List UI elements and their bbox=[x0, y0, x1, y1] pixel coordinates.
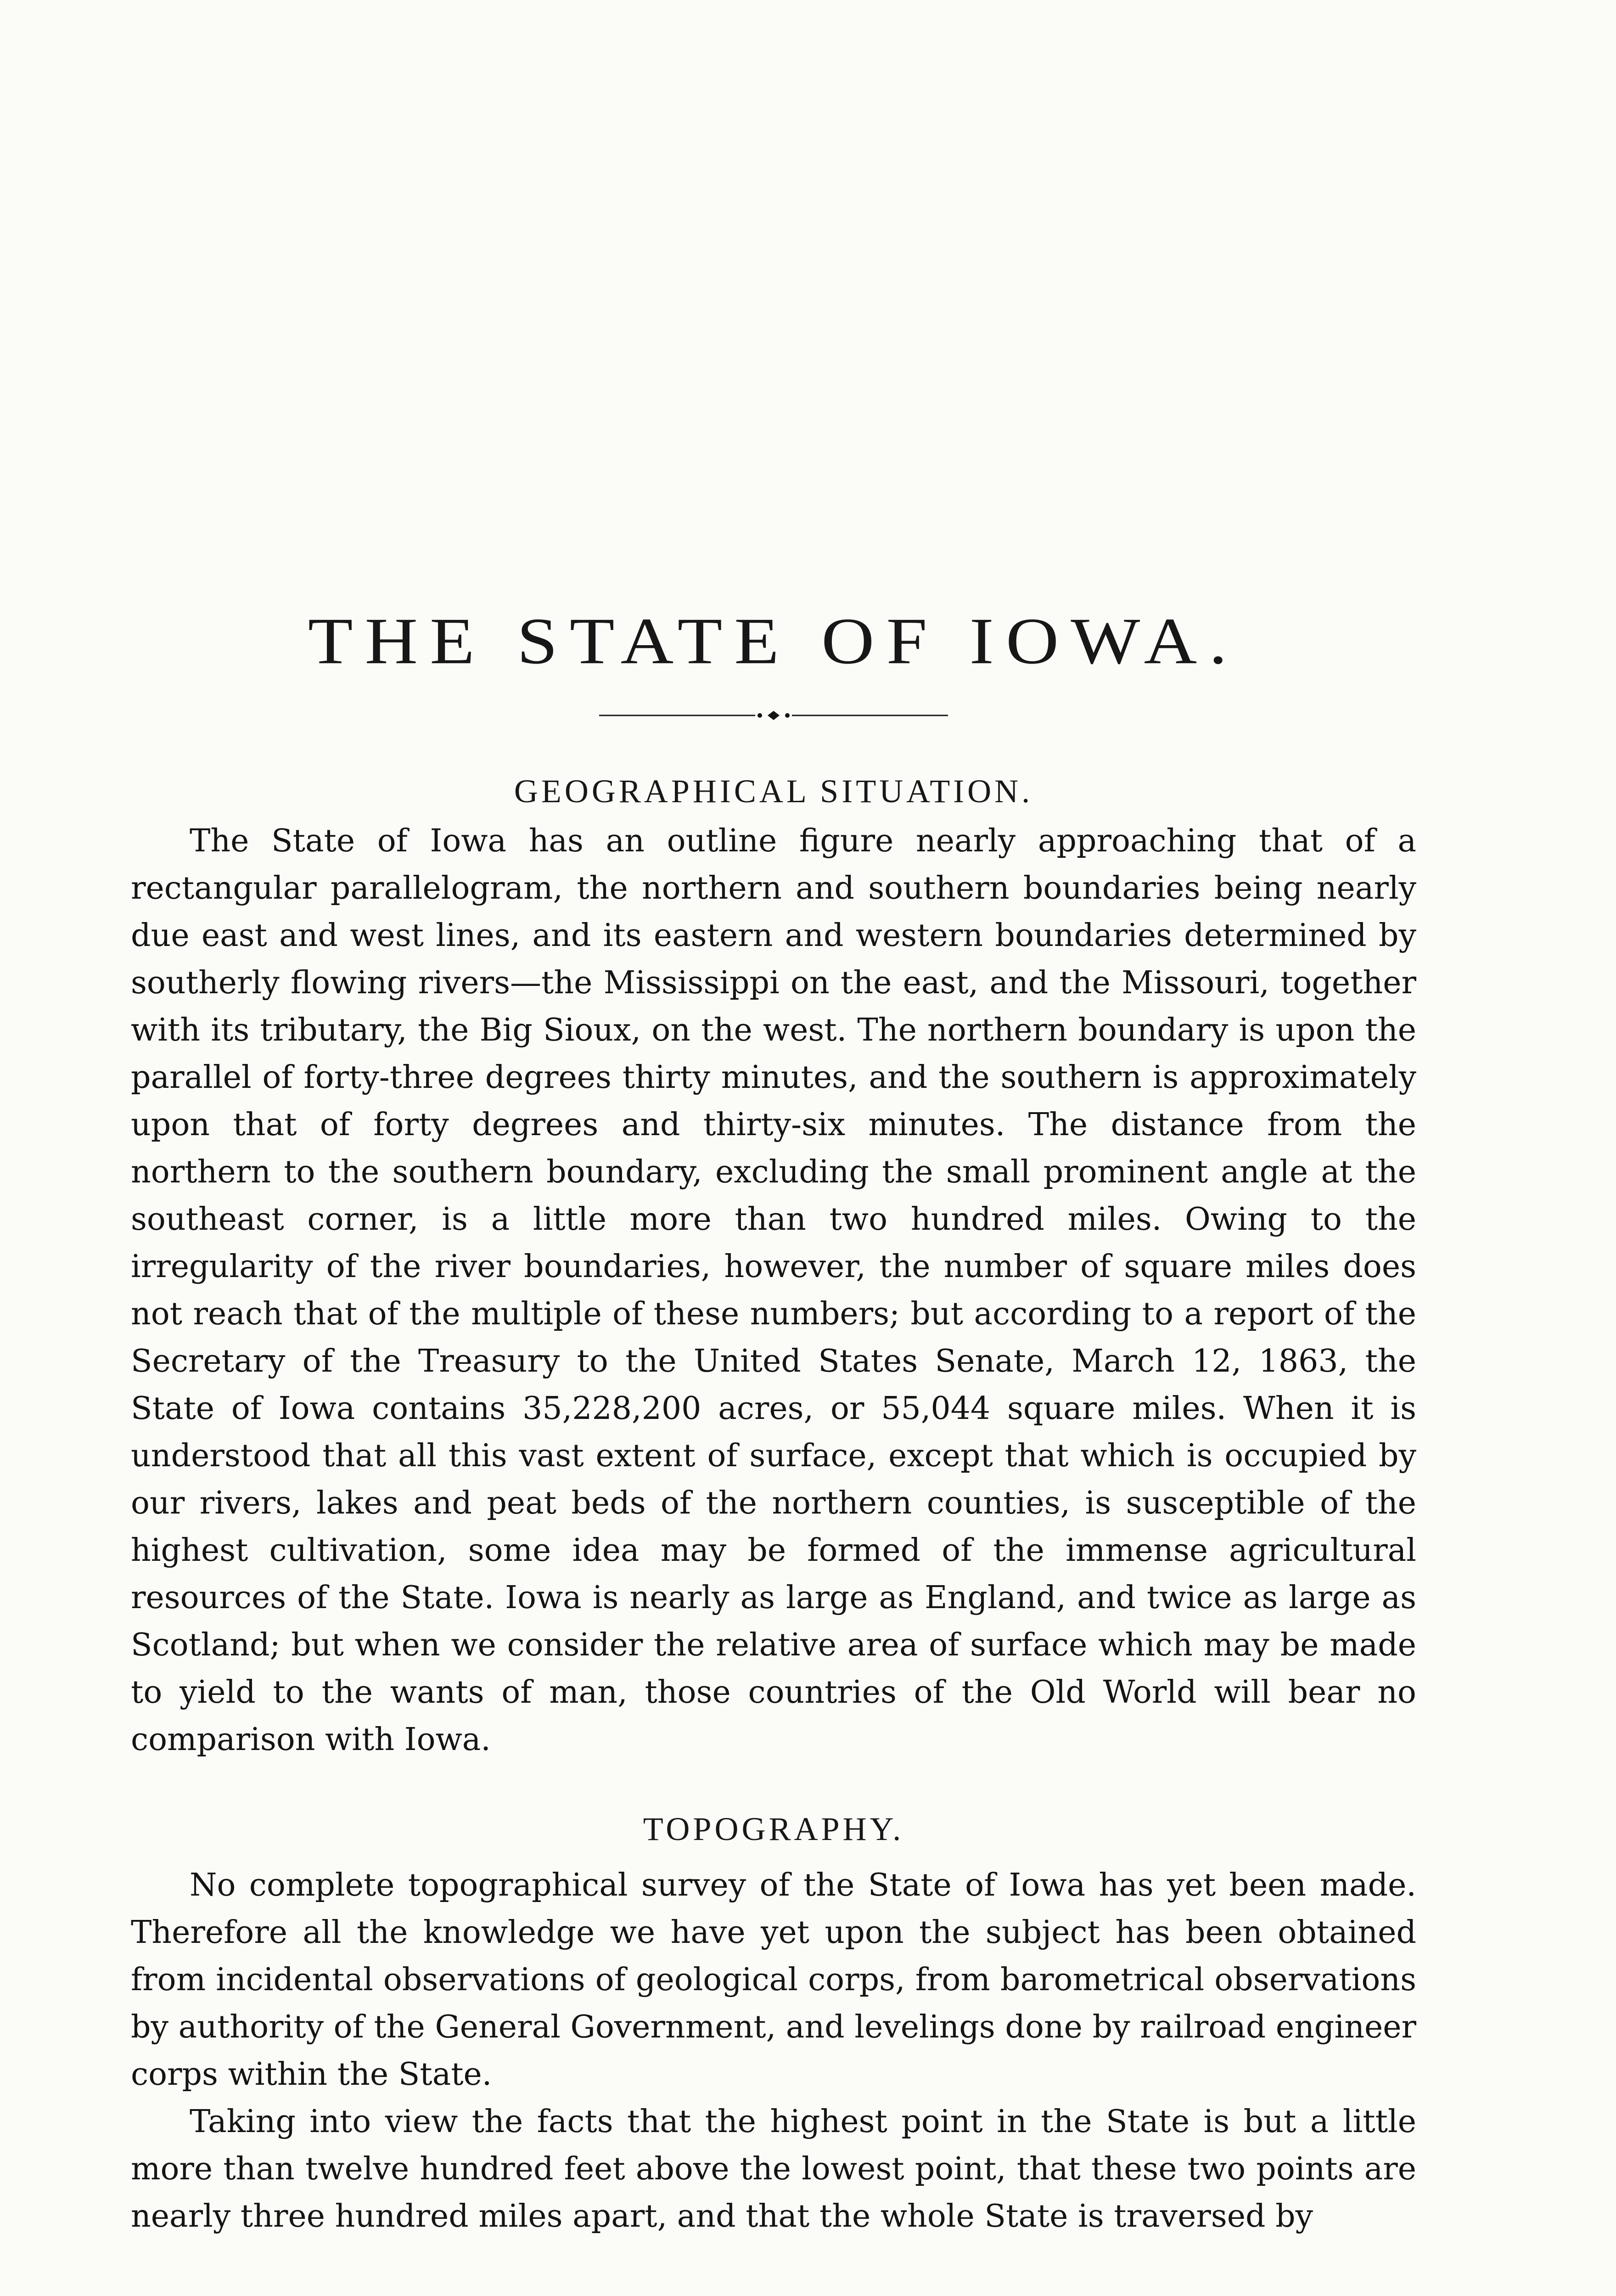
topography-paragraph-1: No complete topographical survey of the State of Iowa has yet been made. Therefore all the knowledge we have yet upon the subject has been obtained from incidental observations of geological corps, from barometrical observations by authority of the General Government, and levelings done by railroad engineer corps within the State. bbox=[131, 1867, 1416, 2093]
page-content bbox=[131, 606, 1416, 2240]
title-ornament bbox=[599, 710, 948, 721]
ornament-rule-icon bbox=[599, 710, 948, 721]
geographical-situation-paragraph: The State of Iowa has an outline figure nearly approaching that of a rectangular parallelogram, the northern and southern boundaries being nearly due east and west lines, and its eastern and western boundaries determined by southerly flowing rivers—the Mississippi on the east, and the Missouri, together with its tributary, the Big Sioux, on the west. The northern boundary is upon the parallel of forty-three degrees thirty minutes, and the southern is approximately upon that of forty degrees and thirty-six minutes. The distance from the northern to the southern boundary, excluding the small prominent angle at the southeast corner, is a little more than two hundred miles. Owing to the irregularity of the river boundaries, however, the number of square miles does not reach that of the multiple of these numbers; but according to a report of the Secretary of the Treasury to the United States Senate, March 12, 1863, the State of Iowa contains 35,228,200 acres, or 55,044 square miles. When it is understood that all this vast extent of surface, except that which is occupied by our rivers, lakes and peat beds of the northern counties, is susceptible of the highest cultivation, some idea may be formed of the immense agricultural resources of the State. Iowa is nearly as large as England, and twice as large as Scotland; but when we consider the relative area of surface which may be made to yield to the wants of man, those countries of the Old World will bear no comparison with Iowa. bbox=[131, 823, 1416, 1758]
section-heading-topography: TOPOGRAPHY. bbox=[643, 1811, 904, 1848]
topography-paragraph-2: Taking into view the facts that the highest point in the State is but a little more than twelve hundred feet above the lowest point, that these two points are nearly three hundred miles apart, and that the whole State is traversed by bbox=[131, 2104, 1416, 2235]
section-heading-geographical-situation: GEOGRAPHICAL SITUATION. bbox=[514, 773, 1033, 810]
page-title: THE STATE OF IOWA. bbox=[308, 604, 1240, 678]
